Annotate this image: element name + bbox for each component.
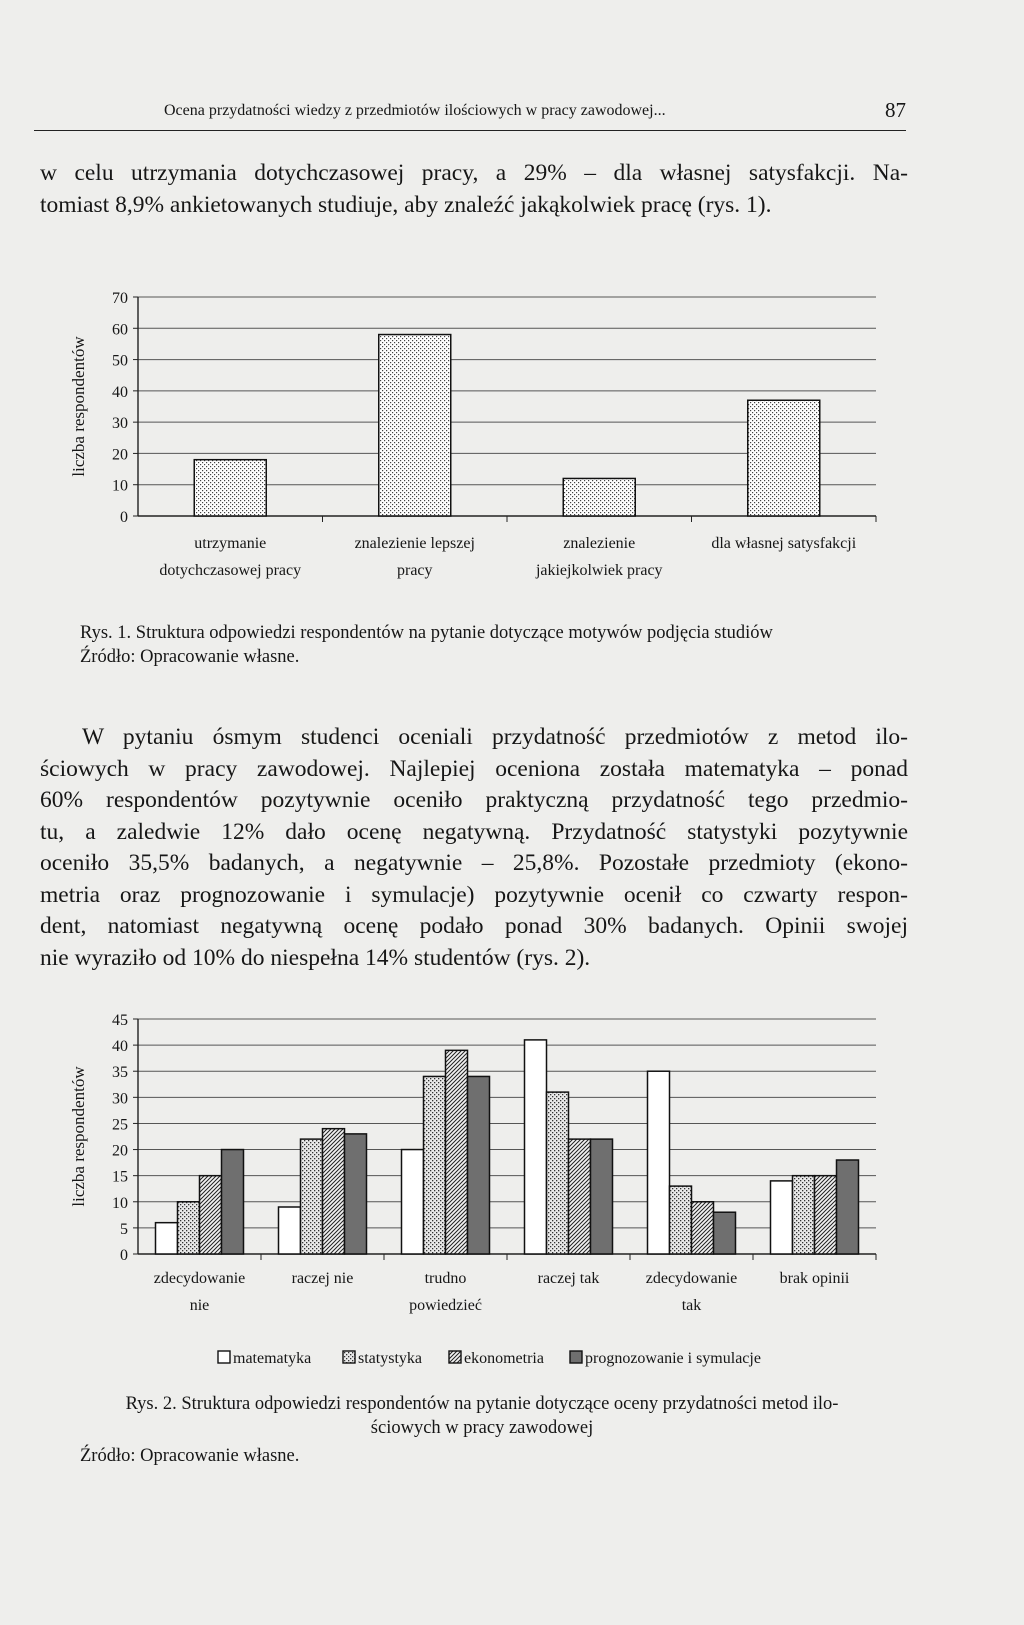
chart1-category-label: pracy [396, 562, 433, 579]
paragraph-2-line: ściowych w pracy zawodowej. Najlepiej oceniona została matematyka – ponad [40, 755, 908, 782]
chart2-bar-ekonometria [569, 1139, 591, 1254]
paragraph-2-line: 60% respondentów pozytywnie oceniło praktyczną przydatność tego przedmio- [40, 787, 908, 813]
chart2-bar-ekonometria [692, 1202, 714, 1254]
chart2-y-tick-label: 0 [120, 1247, 128, 1264]
chart2-y-axis-label: liczba respondentów [69, 1066, 88, 1207]
legend-label: statystyka [358, 1350, 422, 1367]
figure-2-source: Źródło: Opracowanie własne. [80, 1446, 300, 1466]
chart2-bar-statystyka [178, 1202, 200, 1254]
chart1-category-label: znalezienie lepszej [354, 535, 475, 552]
chart2-bar-matematyka [648, 1071, 670, 1254]
chart2-y-tick-label: 35 [112, 1064, 128, 1082]
chart1-y-tick-label: 40 [112, 383, 128, 401]
legend-label: ekonometria [464, 1350, 544, 1367]
figure-2-chart [0, 1000, 1024, 1390]
chart2-bar-matematyka [279, 1207, 301, 1254]
chart2-bar-statystyka [547, 1092, 569, 1254]
chart1-y-tick-label: 70 [112, 290, 128, 307]
chart2-bar-ekonometria [323, 1129, 345, 1254]
figure-2-caption-line: ściowych w pracy zawodowej [370, 1418, 594, 1438]
chart2-bar-matematyka [156, 1223, 178, 1254]
chart2-bar-prognozowanie-i-symulacje [222, 1150, 244, 1254]
paragraph-2-line: metria oraz prognozowanie i symulacje) pozytywnie ocenił co czwarty respon- [40, 881, 908, 908]
paragraph-2-line: W pytaniu ósmym studenci oceniali przydatność przedmiotów z metod ilo- [82, 724, 908, 750]
chart2-category-label: tak [681, 1297, 702, 1314]
paragraph-2-line: dent, natomiast negatywną ocenę podało ponad 30% badanych. Opinii swojej [40, 913, 908, 939]
figure-2-caption-line: Rys. 2. Struktura odpowiedzi respondentów na pytanie dotyczące oceny przydatności metod ilo- [125, 1394, 839, 1414]
paragraph-2 [40, 722, 908, 974]
chart2-bar-statystyka [670, 1186, 692, 1254]
chart2-bar-ekonometria [815, 1176, 837, 1254]
chart2-bar-prognozowanie-i-symulacje [345, 1134, 367, 1254]
figure-1-source: Źródło: Opracowanie własne. [80, 647, 300, 667]
chart1-y-tick-label: 20 [112, 446, 128, 464]
chart2-category-label: zdecydowanie [645, 1270, 738, 1287]
chart1-category-label: jakiejkolwiek pracy [535, 562, 663, 579]
figure-2-caption [62, 1392, 902, 1440]
paragraph-1-line: tomiast 8,9% ankietowanych studiuje, aby znaleźć jakąkolwiek pracę (rys. 1). [40, 191, 772, 218]
chart2-bar-prognozowanie-i-symulacje [468, 1076, 490, 1254]
chart2-category-label: trudno [424, 1270, 467, 1287]
figure-1-caption: Rys. 1. Struktura odpowiedzi respondentów na pytanie dotyczące motywów podjęcia studiów [80, 623, 773, 643]
chart1-y-tick-label: 60 [112, 321, 128, 339]
chart2-category-label: brak opinii [779, 1270, 850, 1287]
legend-swatch [218, 1351, 230, 1363]
chart2-bar-prognozowanie-i-symulacje [837, 1160, 859, 1254]
page-number: 87 [885, 98, 906, 122]
chart2-bar-statystyka [793, 1176, 815, 1254]
chart2-category-label: nie [189, 1297, 210, 1314]
chart2-bar-prognozowanie-i-symulacje [591, 1139, 613, 1254]
chart1-category-label: utrzymanie [194, 535, 267, 552]
chart2-y-tick-label: 45 [112, 1012, 128, 1029]
paragraph-1-line: w celu utrzymania dotychczasowej pracy, a 29% – dla własnej satysfakcji. Na- [40, 160, 908, 186]
chart2-bar-matematyka [525, 1040, 547, 1254]
chart2-category-label: powiedzieć [409, 1297, 482, 1314]
chart2-bar-ekonometria [200, 1176, 222, 1254]
chart2-bar-matematyka [771, 1181, 793, 1254]
chart2-y-tick-label: 20 [112, 1142, 128, 1160]
chart2-y-tick-label: 5 [120, 1220, 128, 1238]
legend-swatch [449, 1351, 461, 1363]
chart2-y-tick-label: 25 [112, 1116, 128, 1134]
chart2-category-label: zdecydowanie [153, 1270, 246, 1287]
chart2-y-tick-label: 15 [112, 1168, 128, 1186]
chart1-y-tick-label: 0 [120, 509, 128, 526]
chart2-bar-statystyka [424, 1076, 446, 1254]
chart1-bar [194, 460, 266, 516]
chart1-y-tick-label: 10 [112, 477, 128, 495]
paragraph-2-line: oceniło 35,5% badanych, a negatywnie – 25,8%. Pozostałe przedmioty (ekono- [40, 850, 908, 876]
chart1-category-label: dla własnej satysfakcji [711, 535, 857, 552]
chart1-bar [563, 478, 635, 516]
legend-swatch [570, 1351, 582, 1363]
legend-label: prognozowanie i symulacje [585, 1350, 761, 1367]
chart1-y-tick-label: 50 [112, 352, 128, 370]
chart1-y-axis-label: liczba respondentów [69, 336, 88, 477]
running-header [34, 96, 906, 131]
chart1-bar [748, 400, 820, 516]
chart2-bar-prognozowanie-i-symulacje [714, 1212, 736, 1254]
paragraph-1 [40, 158, 908, 221]
legend-swatch [343, 1351, 355, 1363]
chart1-bar [379, 335, 451, 516]
running-header-title: Ocena przydatności wiedzy z przedmiotów ilościowych w pracy zawodowej... [164, 102, 666, 119]
paragraph-2-line: tu, a zaledwie 12% dało ocenę negatywną. Przydatność statystyki pozytywnie [40, 818, 908, 845]
chart2-bar-statystyka [301, 1139, 323, 1254]
chart1-category-label: dotychczasowej pracy [159, 562, 302, 579]
paragraph-2-line: nie wyraziło od 10% do niespełna 14% studentów (rys. 2). [40, 944, 591, 971]
chart2-bar-ekonometria [446, 1050, 468, 1254]
figure-1-chart [0, 280, 1024, 610]
chart2-y-tick-label: 30 [112, 1090, 128, 1108]
chart2-category-label: raczej nie [291, 1270, 354, 1287]
chart2-category-label: raczej tak [537, 1270, 600, 1287]
chart1-y-tick-label: 30 [112, 415, 128, 433]
chart2-y-tick-label: 10 [112, 1194, 128, 1212]
chart2-y-tick-label: 40 [112, 1038, 128, 1056]
chart1-category-label: znalezienie [563, 535, 636, 552]
legend-label: matematyka [233, 1350, 312, 1367]
chart2-bar-matematyka [402, 1150, 424, 1254]
